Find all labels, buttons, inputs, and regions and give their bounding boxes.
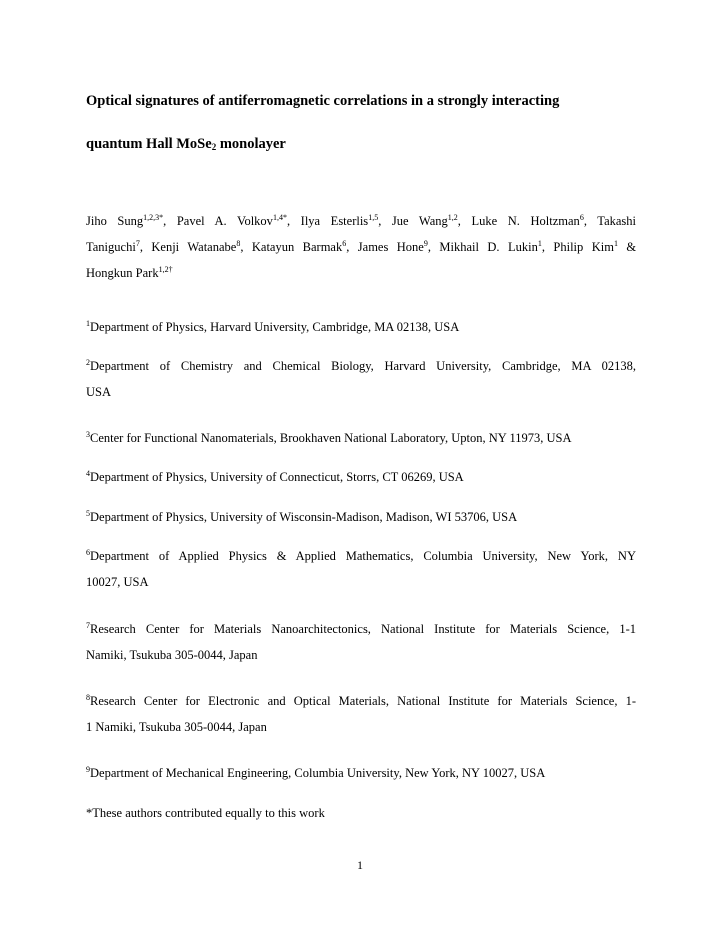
author-affiliation-mark: 6: [342, 239, 347, 248]
affiliation-number: 8: [86, 693, 90, 702]
affiliation-line: [86, 543, 636, 569]
author: [439, 240, 541, 254]
affiliation-continuation: 10027, USA: [86, 575, 149, 589]
author-affiliation-mark: 6: [579, 213, 584, 222]
affiliation-line: [86, 425, 636, 451]
author-name: Pavel A. Volkov: [176, 214, 273, 228]
page-number: 1: [357, 858, 363, 872]
author-affiliation-mark: 8: [236, 239, 241, 248]
author-conjunction: &: [626, 240, 637, 254]
author-affiliation-mark: 1,2†: [158, 265, 173, 274]
affiliation-number: 5: [86, 509, 90, 518]
affiliation-continuation: Namiki, Tsukuba 305-0044, Japan: [86, 648, 258, 662]
author-name: Jue Wang: [391, 214, 448, 228]
affiliation-text: Department of Applied Physics & Applied Mathematics, Columbia University, New York, NY: [90, 549, 636, 563]
affiliation-line: [86, 464, 636, 490]
author: [358, 240, 428, 254]
affiliation-number: 9: [86, 765, 90, 774]
footnote-text: *These authors contributed equally to this work: [86, 806, 325, 820]
author: [252, 240, 346, 254]
author-affiliation-mark: 1: [613, 239, 618, 248]
author-name: Jiho Sung: [86, 214, 144, 228]
affiliation-number: 6: [86, 548, 90, 557]
affiliation-text: Department of Chemistry and Chemical Biology, Harvard University, Cambridge, MA 02138,: [90, 359, 636, 373]
author-row-1: Jiho Sung$^{1,2,3*}$, Pavel A. Volkov$^{1,4*}$, Ilya Esterlis$^{1,5}$, Jue Wang$^{1,2}$, Luke N. Holtzman$^6$, Takashi: [86, 213, 636, 228]
author: [392, 214, 458, 228]
affiliation-line: [86, 760, 636, 786]
affiliation-line: [86, 616, 636, 642]
affiliation-9: [86, 760, 636, 786]
author-affiliation-mark: 1: [537, 239, 542, 248]
author-name: Luke N. Holtzman: [471, 214, 580, 228]
author-affiliation-mark: 9: [423, 239, 428, 248]
author: [177, 214, 287, 228]
title-subscript: 2: [211, 142, 217, 152]
author-affiliation-mark: 1,2: [447, 213, 458, 222]
affiliation-number: 2: [86, 358, 90, 367]
author-affiliation-mark: 1,5: [368, 213, 379, 222]
author-row-3: [86, 260, 636, 286]
affiliation-number: 4: [86, 469, 90, 478]
title-line-2-end: monolayer: [216, 136, 286, 152]
author-list: [86, 208, 636, 286]
affiliation-number: 1: [86, 319, 90, 328]
affiliation-1: [86, 314, 636, 340]
affiliation-text: Department of Physics, Harvard University, Cambridge, MA 02138, USA: [90, 320, 460, 334]
affiliation-text: Department of Mechanical Engineering, Columbia University, New York, NY 10027, USA: [90, 766, 546, 780]
affiliation-text: Department of Physics, University of Wisconsin-Madison, Madison, WI 53706, USA: [90, 510, 518, 524]
affiliation-line: [86, 314, 636, 340]
affiliation-5: [86, 504, 636, 530]
affiliation-number: 7: [86, 621, 90, 630]
affiliation-number: 3: [86, 430, 90, 439]
author-name: Ilya Esterlis: [300, 214, 369, 228]
affiliation-7: [86, 616, 636, 668]
author-affiliation-mark: 7: [135, 239, 140, 248]
author-affiliation-mark: 1,4*: [272, 213, 287, 222]
affiliation-continuation: USA: [86, 385, 112, 399]
title-line-1: Optical signatures of antiferromagnetic correlations in a strongly interacting: [86, 93, 560, 109]
affiliation-8: [86, 688, 636, 740]
author-name: Katayun Barmak: [251, 240, 343, 254]
paper-title: [86, 80, 636, 166]
affiliation-text: Department of Physics, University of Connecticut, Storrs, CT 06269, USA: [90, 470, 464, 484]
affiliation-line: [86, 353, 636, 379]
author-name: Philip Kim: [553, 240, 614, 254]
author-name: James Hone: [357, 240, 424, 254]
affiliation-6: [86, 543, 636, 595]
author-name: Mikhail D. Lukin: [439, 240, 538, 254]
affiliation-text: Research Center for Electronic and Optical Materials, National Institute for Materials Science, 1-: [90, 694, 636, 708]
author: [472, 214, 584, 228]
equal-contribution-footnote: [86, 800, 636, 826]
author: [151, 240, 240, 254]
author: [86, 266, 173, 280]
affiliation-line: [86, 504, 636, 530]
author-affiliation-mark: 1,2,3*: [143, 213, 164, 222]
author: [301, 214, 379, 228]
affiliation-text: Research Center for Materials Nanoarchitectonics, National Institute for Materials Science, 1-1: [90, 622, 636, 636]
author-name: Hongkun Park: [86, 266, 159, 280]
author: [553, 240, 618, 254]
affiliation-2: [86, 353, 636, 405]
title-line-2: [86, 123, 636, 166]
affiliation-line: [86, 688, 636, 714]
affiliation-continuation: 1 Namiki, Tsukuba 305-0044, Japan: [86, 720, 267, 734]
title-line-2-text: quantum Hall MoSe: [86, 136, 212, 152]
affiliation-3: [86, 425, 636, 451]
author: [86, 214, 163, 228]
author-name: Kenji Watanabe: [151, 240, 237, 254]
affiliation-text: Center for Functional Nanomaterials, Brookhaven National Laboratory, Upton, NY 11973, USA: [90, 431, 572, 445]
author-row-2: Taniguchi$^7$, Kenji Watanabe$^8$, Katayun Barmak$^6$, James Hone$^9$, Mikhail D. Lukin$^1$, Philip Kim$^1$ &: [86, 239, 637, 254]
affiliation-4: [86, 464, 636, 490]
